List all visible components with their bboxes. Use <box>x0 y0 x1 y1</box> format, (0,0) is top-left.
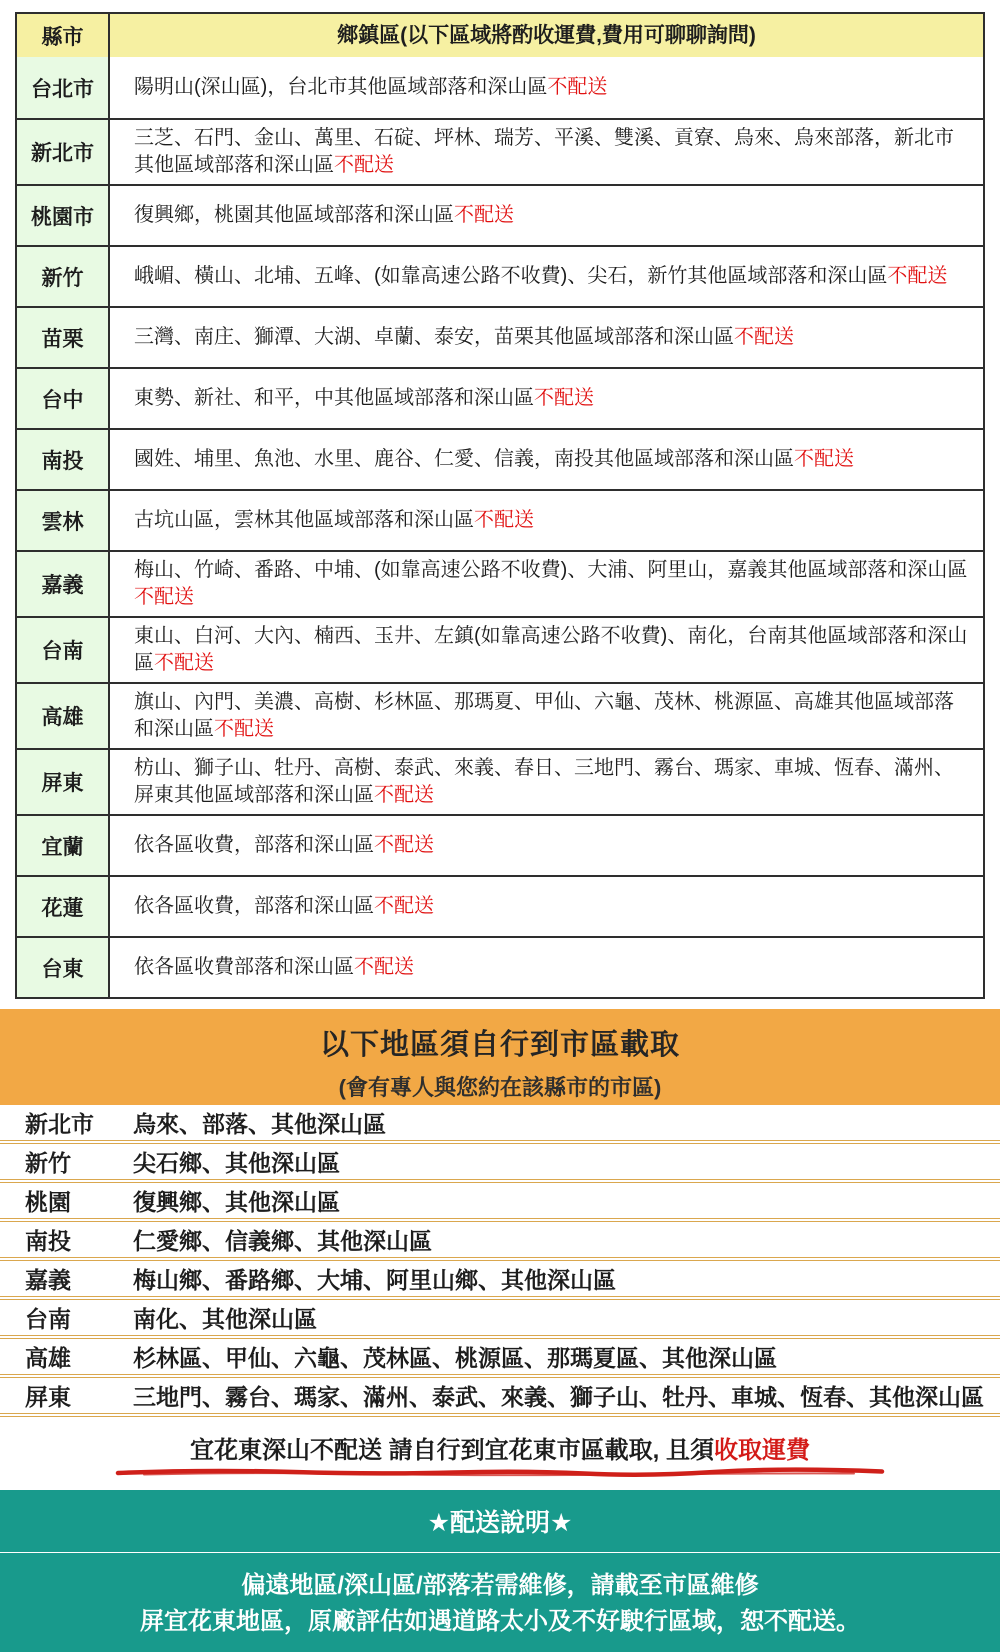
pickup-row <box>0 1300 1000 1339</box>
region-cell <box>110 938 983 997</box>
region-text <box>134 755 969 809</box>
pickup-areas-text: 南化、其他深山區 <box>133 1306 317 1332</box>
note-black-text: 宜花東深山不配送 請自行到宜花東市區載取, 且須 <box>189 1437 714 1464</box>
county-cell: 新北市 <box>17 120 110 184</box>
no-delivery-text: 不配送 <box>454 204 514 226</box>
no-delivery-text: 不配送 <box>334 154 394 176</box>
pickup-county-label: 桃園 <box>25 1189 71 1215</box>
table-row <box>17 118 983 184</box>
region-cell <box>110 816 983 875</box>
table-row <box>17 814 983 875</box>
no-delivery-text: 不配送 <box>214 718 274 740</box>
no-delivery-text: 不配送 <box>794 448 854 470</box>
pickup-areas-text: 烏來、部落、其他深山區 <box>133 1111 386 1137</box>
footer-line-road: 屏宜花東地區，原廠評估如遇道路太小及不好駛行區域，恕不配送。 <box>140 1608 860 1635</box>
region-areas-text: 三芝、石門、金山、萬里、石碇、坪林、瑞芳、平溪、雙溪、貢寮、烏來、烏來部落，新北市其他區域部落和深山區 <box>134 127 954 176</box>
county-cell: 雲林 <box>17 491 110 550</box>
pickup-areas-text: 復興鄉、其他深山區 <box>133 1189 340 1215</box>
footer-line-repair: 偏遠地區/深山區/部落若需維修，請載至市區維修 <box>241 1572 759 1599</box>
yihuadong-note <box>0 1430 1000 1477</box>
pickup-areas-text: 三地門、霧台、瑪家、滿州、泰武、來義、獅子山、牡丹、車城、恆春、其他深山區 <box>133 1384 984 1410</box>
region-areas-text: 國姓、埔里、魚池、水里、鹿谷、仁愛、信義，南投其他區域部落和深山區 <box>134 448 794 470</box>
header-region-cell: 鄉鎮區(以下區域將酌收運費,費用可聊聊詢問) <box>110 14 983 57</box>
no-delivery-text: 不配送 <box>547 76 608 98</box>
footer-divider <box>0 1552 1000 1553</box>
region-cell <box>110 750 983 814</box>
county-cell: 屏東 <box>17 750 110 814</box>
region-cell <box>110 308 983 367</box>
region-text <box>134 324 794 351</box>
region-text <box>134 125 969 179</box>
delivery-explanation-banner <box>0 1490 1000 1652</box>
region-text <box>134 446 854 473</box>
pickup-row <box>0 1105 1000 1144</box>
footer-title: ★配送說明★ <box>427 1509 573 1537</box>
region-areas-text: 依各區收費，部落和深山區 <box>134 895 374 917</box>
table-row <box>17 367 983 428</box>
no-delivery-text: 不配送 <box>374 895 434 917</box>
region-text <box>134 74 607 101</box>
table-body <box>17 57 983 997</box>
region-text <box>134 893 434 920</box>
region-areas-text: 復興鄉，桃園其他區域部落和深山區 <box>134 204 454 226</box>
no-delivery-text: 不配送 <box>887 265 948 287</box>
table-row <box>17 184 983 245</box>
no-delivery-text: 不配送 <box>374 784 434 806</box>
delivery-fee-table <box>15 12 985 999</box>
table-row <box>17 936 983 997</box>
pickup-row <box>0 1144 1000 1183</box>
header-county-cell: 縣市 <box>17 14 110 57</box>
region-areas-text: 依各區收費部落和深山區 <box>134 956 354 978</box>
region-text <box>134 263 947 290</box>
county-cell: 台東 <box>17 938 110 997</box>
county-cell: 台中 <box>17 369 110 428</box>
region-areas-text: 旗山、內門、美濃、高樹、杉林區、那瑪夏、甲仙、六龜、茂林、桃源區、高雄其他區域部落和深山區 <box>134 691 954 740</box>
pickup-banner <box>0 1009 1000 1105</box>
pickup-areas-text: 仁愛鄉、信義鄉、其他深山區 <box>133 1228 432 1254</box>
table-row <box>17 57 983 118</box>
pickup-county-label: 屏東 <box>25 1384 71 1410</box>
region-text <box>134 507 534 534</box>
pickup-county-label: 高雄 <box>25 1345 71 1371</box>
region-cell <box>110 684 983 748</box>
region-text <box>134 832 434 859</box>
region-cell <box>110 491 983 550</box>
region-cell <box>110 247 983 306</box>
region-cell <box>110 877 983 936</box>
table-row <box>17 306 983 367</box>
county-cell: 嘉義 <box>17 552 110 616</box>
pickup-county-label: 台南 <box>25 1306 71 1332</box>
table-row <box>17 748 983 814</box>
county-cell: 高雄 <box>17 684 110 748</box>
region-areas-text: 東山、白河、大內、楠西、玉井、左鎮(如靠高速公路不收費)、南化，台南其他區域部落和深山區 <box>134 625 968 674</box>
table-row <box>17 875 983 936</box>
county-cell: 台南 <box>17 618 110 682</box>
region-areas-text: 依各區收費，部落和深山區 <box>134 834 374 856</box>
region-text <box>134 689 969 743</box>
county-cell: 花蓮 <box>17 877 110 936</box>
pickup-county-label: 南投 <box>25 1228 71 1254</box>
region-cell <box>110 120 983 184</box>
pickup-list <box>0 1105 1000 1417</box>
region-text <box>134 954 414 981</box>
pickup-county-label: 新竹 <box>25 1150 71 1176</box>
region-text <box>134 623 969 677</box>
no-delivery-text: 不配送 <box>534 387 594 409</box>
footer-lines <box>0 1568 1000 1640</box>
county-cell: 新竹 <box>17 247 110 306</box>
table-row <box>17 682 983 748</box>
region-areas-text: 東勢、新社、和平，中其他區域部落和深山區 <box>134 387 534 409</box>
region-cell <box>110 430 983 489</box>
pickup-row <box>0 1222 1000 1261</box>
region-cell <box>110 552 983 616</box>
table-header-row <box>17 14 983 57</box>
region-text <box>134 557 969 611</box>
pickup-title: 以下地區須自行到市區載取 <box>319 1029 680 1061</box>
region-areas-text: 三灣、南庄、獅潭、大湖、卓蘭、泰安，苗栗其他區域部落和深山區 <box>134 326 734 348</box>
region-cell <box>110 186 983 245</box>
table-row <box>17 550 983 616</box>
no-delivery-text: 不配送 <box>354 956 414 978</box>
region-areas-text: 古坑山區，雲林其他區域部落和深山區 <box>134 509 474 531</box>
pickup-row <box>0 1339 1000 1378</box>
no-delivery-text: 不配送 <box>134 586 194 608</box>
rough-red-underline <box>114 1467 886 1477</box>
table-row <box>17 616 983 682</box>
region-text <box>134 385 594 412</box>
table-row <box>17 489 983 550</box>
no-delivery-text: 不配送 <box>374 834 434 856</box>
pickup-row <box>0 1261 1000 1300</box>
table-row <box>17 428 983 489</box>
region-cell <box>110 57 983 118</box>
no-delivery-text: 不配送 <box>734 326 794 348</box>
pickup-subtitle: (會有專人與您約在該縣市的市區) <box>338 1075 662 1100</box>
note-red-text: 收取運費 <box>714 1437 810 1464</box>
no-delivery-text: 不配送 <box>154 652 214 674</box>
pickup-row <box>0 1378 1000 1417</box>
pickup-areas-text: 梅山鄉、番路鄉、大埔、阿里山鄉、其他深山區 <box>133 1267 616 1293</box>
county-cell: 苗栗 <box>17 308 110 367</box>
no-delivery-text: 不配送 <box>474 509 534 531</box>
county-cell: 台北市 <box>17 57 110 118</box>
region-cell <box>110 369 983 428</box>
region-areas-text: 陽明山(深山區)，台北市其他區域部落和深山區 <box>134 76 548 98</box>
pickup-row <box>0 1183 1000 1222</box>
region-text <box>134 202 514 229</box>
county-cell: 南投 <box>17 430 110 489</box>
pickup-areas-text: 杉林區、甲仙、六龜、茂林區、桃源區、那瑪夏區、其他深山區 <box>133 1345 777 1371</box>
region-areas-text: 枋山、獅子山、牡丹、高樹、泰武、來義、春日、三地門、霧台、瑪家、車城、恆春、滿州、屏東其他區域部落和深山區 <box>134 757 954 806</box>
region-areas-text: 梅山、竹崎、番路、中埔、(如靠高速公路不收費)、大浦、阿里山，嘉義其他區域部落和深山區 <box>134 559 968 581</box>
county-cell: 桃園市 <box>17 186 110 245</box>
pickup-county-label: 新北市 <box>25 1111 94 1137</box>
pickup-areas-text: 尖石鄉、其他深山區 <box>133 1150 340 1176</box>
county-cell: 宜蘭 <box>17 816 110 875</box>
region-areas-text: 峨嵋、橫山、北埔、五峰、(如靠高速公路不收費)、尖石，新竹其他區域部落和深山區 <box>134 265 888 287</box>
pickup-county-label: 嘉義 <box>25 1267 71 1293</box>
region-cell <box>110 618 983 682</box>
table-row <box>17 245 983 306</box>
